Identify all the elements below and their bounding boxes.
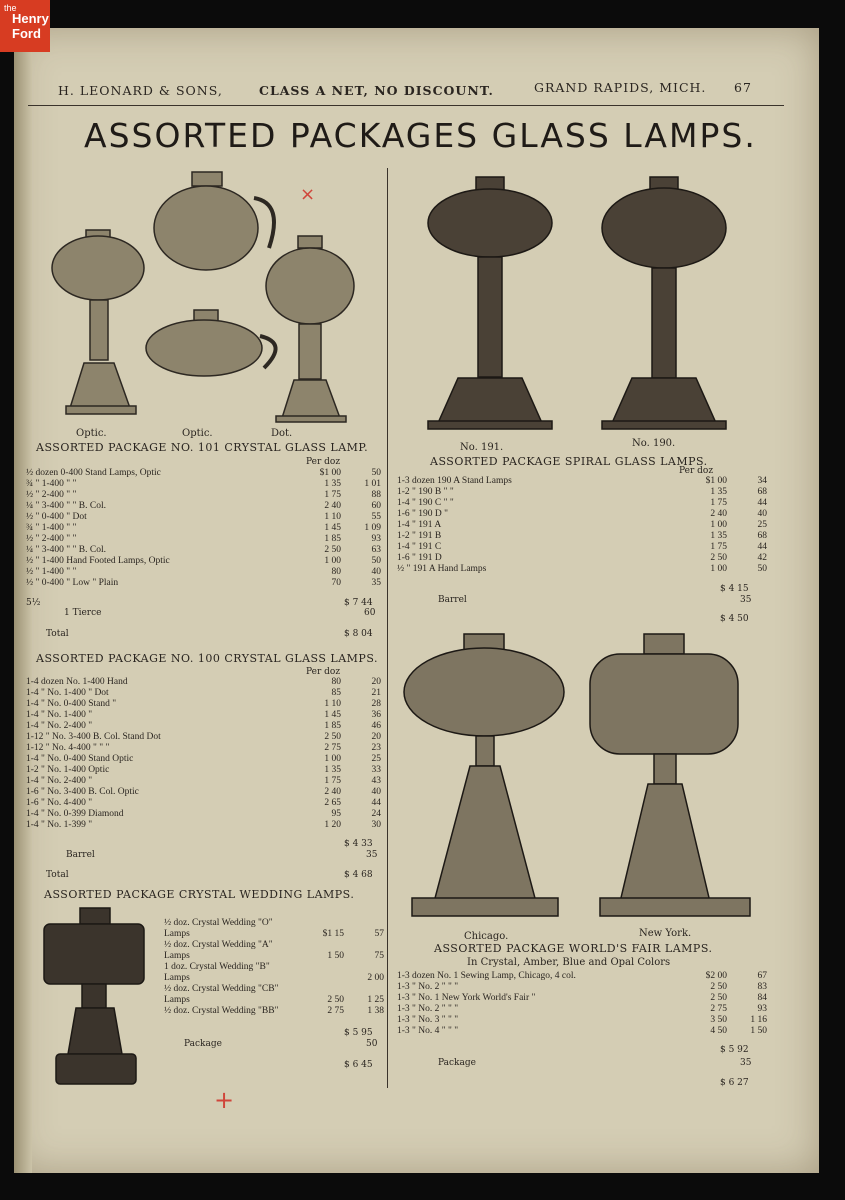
row-amount: 68 — [757, 531, 767, 541]
price-row — [397, 531, 767, 542]
row-price: 2 50 — [710, 982, 727, 992]
row-amount: 44 — [757, 498, 767, 508]
row-price: 1 75 — [710, 542, 727, 552]
row-description: 1-6 " No. 4-400 " — [26, 798, 93, 808]
row-price: 1 45 — [324, 523, 341, 533]
price-row — [26, 743, 381, 754]
price-row — [26, 776, 381, 787]
page-number: 67 — [734, 80, 752, 95]
row-amount: 68 — [757, 487, 767, 497]
row-description: 1-4 " 191 A — [397, 520, 442, 530]
row-description: ½ " 2-400 " " — [26, 534, 77, 544]
pkg101-tierce: 60 — [364, 608, 376, 618]
row-description: 1-3 dozen 190 A Stand Lamps — [397, 476, 512, 486]
row-price: 2 75 — [710, 1004, 727, 1014]
pkg101-heading: ASSORTED PACKAGE NO. 101 CRYSTAL GLASS LAMP. — [36, 441, 369, 454]
price-row — [26, 699, 381, 710]
row-amount: 83 — [757, 982, 767, 992]
row-description: 1-4 " No. 0-400 Stand Optic — [26, 754, 134, 764]
row-price: 3 50 — [710, 1015, 727, 1025]
caption-optic-2: Optic. — [182, 428, 213, 439]
handwritten-mark-bottom: + — [214, 1086, 235, 1114]
caption-chicago: Chicago. — [464, 931, 509, 942]
spiral-subtotal: $ 4 15 — [720, 584, 749, 594]
catalog-page — [14, 28, 819, 1173]
row-amount: 1 01 — [364, 479, 381, 489]
logo-ford: Ford — [12, 26, 41, 41]
spiral-per-doz: Per doz — [679, 466, 714, 476]
row-price: 1 85 — [324, 721, 341, 731]
row-price: 2 65 — [324, 798, 341, 808]
row-description: ½ " 1-400 Hand Footed Lamps, Optic — [26, 556, 170, 566]
price-row — [26, 523, 381, 534]
pkg101-total: $ 8 04 — [344, 629, 373, 639]
row-price: 1 00 — [710, 564, 727, 574]
price-row — [26, 567, 381, 578]
row-price: 95 — [331, 809, 341, 819]
row-price: 1 75 — [324, 776, 341, 786]
row-description: 1-6 " No. 3-400 B. Col. Optic — [26, 787, 139, 797]
row-description: 1-4 " No. 2-400 " — [26, 721, 93, 731]
row-amount: 50 — [371, 556, 381, 566]
row-description: 1-12 " No. 4-400 " " " — [26, 743, 110, 753]
row-price: 2 75 — [327, 1006, 344, 1016]
column-divider — [387, 168, 388, 1088]
pkg101-total-label: Total — [46, 629, 69, 639]
price-row — [26, 501, 381, 512]
spiral-barrel-label: Barrel — [438, 595, 467, 605]
row-amount: 50 — [371, 468, 381, 478]
price-row — [397, 993, 767, 1004]
row-amount: 40 — [371, 787, 381, 797]
pkg100-barrel-label: Barrel — [66, 850, 95, 860]
row-price: 80 — [331, 567, 341, 577]
row-amount: 23 — [371, 743, 381, 753]
pkg101-per-doz: Per doz — [306, 457, 341, 467]
caption-new-york: New York. — [639, 928, 692, 939]
header-company: H. LEONARD & SONS, — [58, 83, 223, 98]
row-price: 2 50 — [710, 993, 727, 1003]
pkg101-subtotal: $ 7 44 — [344, 598, 373, 608]
row-amount: 46 — [371, 721, 381, 731]
row-amount: 24 — [371, 809, 381, 819]
price-row — [164, 940, 384, 951]
price-row — [397, 982, 767, 993]
row-description: 1-3 " No. 1 New York World's Fair " — [397, 993, 536, 1003]
worldsfair-heading: ASSORTED PACKAGE WORLD'S FAIR LAMPS. — [434, 942, 713, 955]
row-description: ¾ " 1-400 " " — [26, 479, 77, 489]
price-row — [397, 1004, 767, 1015]
row-amount: 40 — [757, 509, 767, 519]
price-row — [397, 1026, 767, 1037]
row-description: Lamps — [164, 973, 190, 983]
page-title: ASSORTED PACKAGES GLASS LAMPS. — [84, 116, 757, 155]
handwritten-mark-top: × — [300, 184, 316, 205]
price-row — [164, 995, 384, 1006]
pkg100-heading: ASSORTED PACKAGE NO. 100 CRYSTAL GLASS LAMPS. — [36, 652, 378, 665]
row-amount: 50 — [757, 564, 767, 574]
row-amount: 88 — [371, 490, 381, 500]
worldsfair-subheading: In Crystal, Amber, Blue and Opal Colors — [467, 957, 671, 968]
row-amount: 40 — [371, 567, 381, 577]
price-row — [26, 710, 381, 721]
row-description: 1-2 " No. 1-400 Optic — [26, 765, 110, 775]
price-row — [397, 564, 767, 575]
price-row — [397, 509, 767, 520]
row-description: ½ " 1-400 " " — [26, 567, 77, 577]
row-description: 1-6 " 190 D " — [397, 509, 449, 519]
price-row — [26, 820, 381, 831]
caption-no-191: No. 191. — [460, 442, 504, 453]
row-price: 1 75 — [324, 490, 341, 500]
row-amount: 55 — [371, 512, 381, 522]
row-price: 1 00 — [324, 754, 341, 764]
row-price: 2 50 — [327, 995, 344, 1005]
row-price: $1 00 — [319, 468, 341, 478]
row-amount: 1 09 — [364, 523, 381, 533]
row-description: ½ doz. Crystal Wedding "O" — [164, 918, 273, 928]
price-row — [26, 787, 381, 798]
wedding-package-label: Package — [184, 1039, 222, 1049]
row-amount: 1 25 — [367, 995, 384, 1005]
row-description: Lamps — [164, 929, 190, 939]
row-price: 2 40 — [324, 501, 341, 511]
row-description: 1-6 " 191 D — [397, 553, 442, 563]
spiral-lamps-illustration — [414, 173, 774, 438]
lamps-illustration-101 — [44, 168, 364, 423]
worldsfair-package: 35 — [740, 1058, 752, 1068]
row-description: ½ doz. Crystal Wedding "CB" — [164, 984, 279, 994]
row-price: 1 35 — [324, 479, 341, 489]
row-amount: 30 — [371, 820, 381, 830]
row-description: 1-3 " No. 2 " " " — [397, 982, 459, 992]
row-amount: 35 — [371, 578, 381, 588]
row-amount: 43 — [371, 776, 381, 786]
row-amount: 93 — [371, 534, 381, 544]
row-amount: 84 — [757, 993, 767, 1003]
row-price: 1 20 — [324, 820, 341, 830]
wedding-package: 50 — [366, 1039, 378, 1049]
row-amount: 25 — [757, 520, 767, 530]
row-price: 85 — [331, 688, 341, 698]
row-price: $2 00 — [705, 971, 727, 981]
row-amount: 93 — [757, 1004, 767, 1014]
row-price: 1 35 — [710, 487, 727, 497]
price-row — [397, 971, 767, 982]
row-description: 1-4 " 191 C — [397, 542, 442, 552]
logo-henry: Henry — [12, 11, 49, 26]
row-amount: 34 — [757, 476, 767, 486]
row-amount: 44 — [757, 542, 767, 552]
price-row — [164, 1006, 384, 1017]
row-description: 1 doz. Crystal Wedding "B" — [164, 962, 270, 972]
row-description: 1-4 " No. 1-400 " — [26, 710, 93, 720]
price-row — [26, 809, 381, 820]
worldsfair-total: $ 6 27 — [720, 1078, 749, 1088]
row-amount: 44 — [371, 798, 381, 808]
row-description: 1-2 " 190 B " " — [397, 487, 454, 497]
row-description: 1-3 " No. 4 " " " — [397, 1026, 459, 1036]
row-amount: 20 — [371, 677, 381, 687]
row-description: 1-4 " No. 1-400 " Dot — [26, 688, 109, 698]
logo-the: the — [4, 3, 17, 13]
price-row — [26, 512, 381, 523]
row-price: 2 75 — [324, 743, 341, 753]
row-price: 4 50 — [710, 1026, 727, 1036]
row-amount: 42 — [757, 553, 767, 563]
worldsfair-package-label: Package — [438, 1058, 476, 1068]
row-amount: 20 — [371, 732, 381, 742]
pkg100-subtotal: $ 4 33 — [344, 839, 373, 849]
wedding-subtotal: $ 5 95 — [344, 1028, 373, 1038]
row-description: ¾ " 1-400 " " — [26, 523, 77, 533]
row-price: $1 00 — [705, 476, 727, 486]
row-description: ½ dozen 0-400 Stand Lamps, Optic — [26, 468, 161, 478]
row-amount: 1 50 — [750, 1026, 767, 1036]
row-price: 1 00 — [324, 556, 341, 566]
row-description: ½ doz. Crystal Wedding "BB" — [164, 1006, 279, 1016]
row-price: 1 00 — [710, 520, 727, 530]
row-description: ½ " 191 A Hand Lamps — [397, 564, 487, 574]
row-amount: 75 — [374, 951, 384, 961]
henry-ford-logo — [0, 0, 50, 52]
price-row — [164, 973, 384, 984]
pkg100-barrel: 35 — [366, 850, 378, 860]
row-price: 1 10 — [324, 512, 341, 522]
pkg100-total-label: Total — [46, 870, 69, 880]
row-price: 1 10 — [324, 699, 341, 709]
row-price: 1 75 — [710, 498, 727, 508]
price-row — [26, 721, 381, 732]
row-amount: 2 00 — [367, 973, 384, 983]
row-price: 1 50 — [327, 951, 344, 961]
price-row — [397, 487, 767, 498]
row-description: 1-4 " No. 0-400 Stand " — [26, 699, 117, 709]
row-description: 1-12 " No. 3-400 B. Col. Stand Dot — [26, 732, 161, 742]
row-description: 1-4 " No. 0-399 Diamond — [26, 809, 124, 819]
price-row — [397, 476, 767, 487]
row-price: 2 40 — [710, 509, 727, 519]
row-description: 1-3 " No. 2 " " " — [397, 1004, 459, 1014]
row-description: Lamps — [164, 995, 190, 1005]
row-description: 1-4 " 190 C " " — [397, 498, 454, 508]
price-row — [397, 520, 767, 531]
price-row — [26, 798, 381, 809]
wedding-total: $ 6 45 — [344, 1060, 373, 1070]
pkg100-total: $ 4 68 — [344, 870, 373, 880]
row-description: ¼ " 3-400 " " B. Col. — [26, 545, 106, 555]
row-description: 1-4 " No. 1-399 " — [26, 820, 93, 830]
worlds-fair-lamps-illustration — [394, 632, 774, 927]
row-price: 1 85 — [324, 534, 341, 544]
spiral-heading: ASSORTED PACKAGE SPIRAL GLASS LAMPS. — [430, 455, 708, 468]
row-price: 2 50 — [324, 732, 341, 742]
price-row — [397, 498, 767, 509]
row-price: 2 40 — [324, 787, 341, 797]
header-rule — [28, 105, 784, 106]
caption-dot: Dot. — [271, 428, 293, 439]
caption-optic-1: Optic. — [76, 428, 107, 439]
caption-no-190: No. 190. — [632, 438, 676, 449]
price-row — [26, 545, 381, 556]
row-description: 1-3 " No. 3 " " " — [397, 1015, 459, 1025]
row-price: 70 — [331, 578, 341, 588]
price-row — [26, 754, 381, 765]
header-location: GRAND RAPIDS, MICH. — [534, 80, 707, 95]
price-row — [26, 490, 381, 501]
price-row — [164, 951, 384, 962]
pkg101-tierce-label: 1 Tierce — [64, 608, 102, 618]
row-amount: 67 — [757, 971, 767, 981]
row-price: 1 35 — [324, 765, 341, 775]
row-description: ½ " 0-400 " Low " Plain — [26, 578, 119, 588]
row-amount: 57 — [374, 929, 384, 939]
wedding-lamp-illustration — [38, 904, 156, 1094]
price-row — [26, 732, 381, 743]
price-row — [26, 534, 381, 545]
row-amount: 21 — [371, 688, 381, 698]
row-description: 1-4 " No. 2-400 " — [26, 776, 93, 786]
row-price: 1 45 — [324, 710, 341, 720]
price-row — [26, 765, 381, 776]
row-amount: 33 — [371, 765, 381, 775]
price-row — [164, 918, 384, 929]
row-description: ½ " 2-400 " " — [26, 490, 77, 500]
price-row — [26, 468, 381, 479]
spiral-total: $ 4 50 — [720, 614, 749, 624]
row-amount: 1 16 — [750, 1015, 767, 1025]
price-row — [397, 1015, 767, 1026]
header-terms: CLASS A NET, NO DISCOUNT. — [259, 83, 494, 98]
price-row — [26, 677, 381, 688]
row-description: ½ " 0-400 " Dot — [26, 512, 87, 522]
row-amount: 60 — [371, 501, 381, 511]
row-description: Lamps — [164, 951, 190, 961]
price-row — [397, 553, 767, 564]
row-description: 1-3 dozen No. 1 Sewing Lamp, Chicago, 4 col. — [397, 971, 576, 981]
price-row — [26, 479, 381, 490]
row-price: 2 50 — [324, 545, 341, 555]
pkg101-qty-total: 5½ — [26, 598, 41, 608]
row-description: 1-2 " 191 B — [397, 531, 442, 541]
row-description: 1-4 dozen No. 1-400 Hand — [26, 677, 128, 687]
price-row — [164, 929, 384, 940]
row-price: 80 — [331, 677, 341, 687]
row-price: 2 50 — [710, 553, 727, 563]
row-description: ¼ " 3-400 " " B. Col. — [26, 501, 106, 511]
pkg100-per-doz: Per doz — [306, 667, 341, 677]
worldsfair-subtotal: $ 5 92 — [720, 1045, 749, 1055]
row-amount: 36 — [371, 710, 381, 720]
row-price: 1 35 — [710, 531, 727, 541]
price-row — [26, 556, 381, 567]
price-row — [164, 962, 384, 973]
row-amount: 1 38 — [367, 1006, 384, 1016]
row-amount: 28 — [371, 699, 381, 709]
price-row — [26, 688, 381, 699]
row-amount: 63 — [371, 545, 381, 555]
price-row — [397, 542, 767, 553]
row-amount: 25 — [371, 754, 381, 764]
row-description: ½ doz. Crystal Wedding "A" — [164, 940, 273, 950]
spiral-barrel: 35 — [740, 595, 752, 605]
price-row — [164, 984, 384, 995]
row-price: $1 15 — [322, 929, 344, 939]
wedding-heading: ASSORTED PACKAGE CRYSTAL WEDDING LAMPS. — [44, 888, 355, 901]
price-row — [26, 578, 381, 589]
